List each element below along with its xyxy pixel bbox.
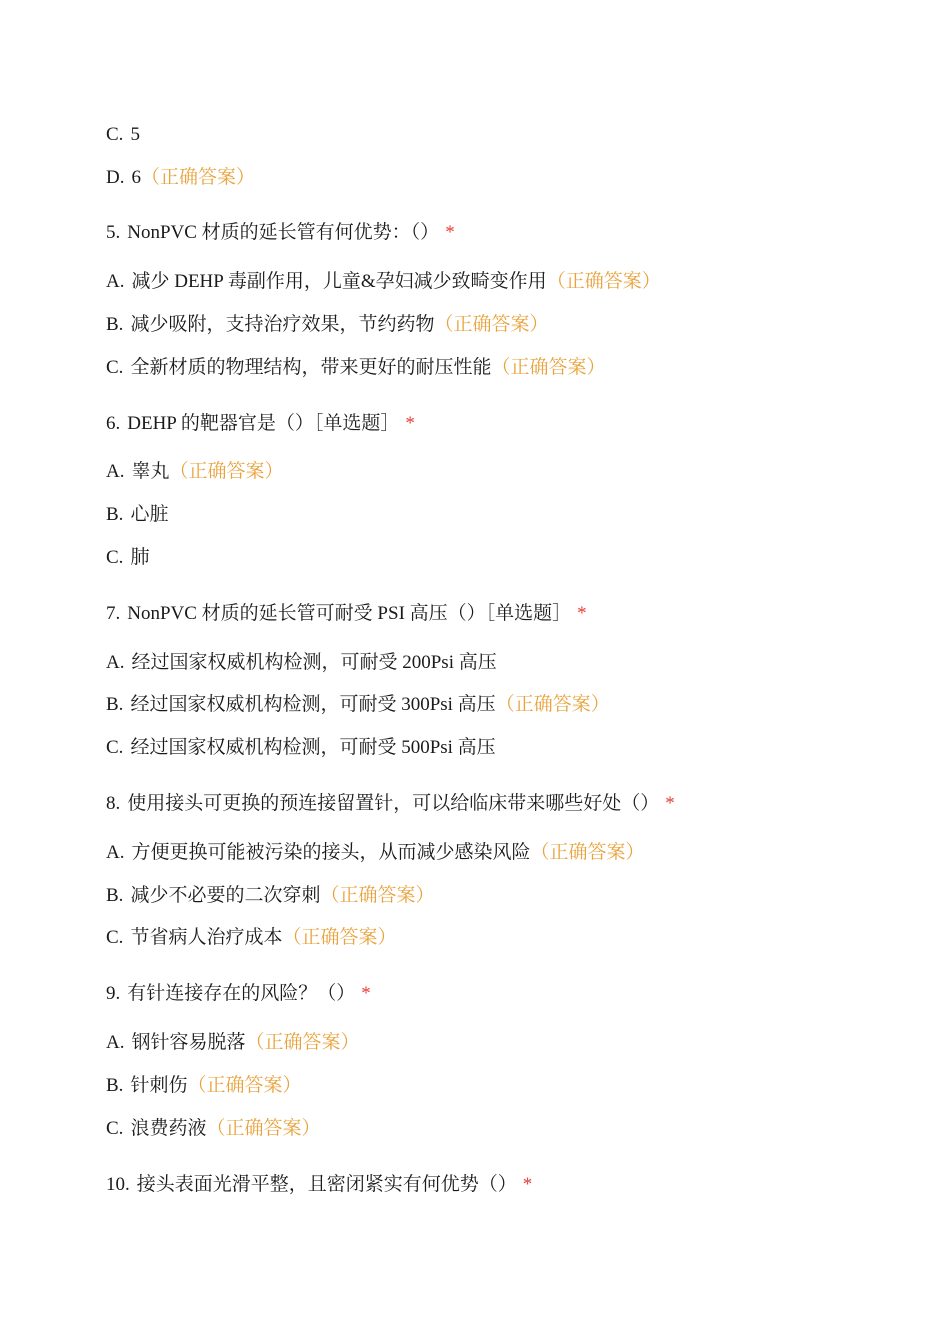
option-q9-c [106, 1117, 320, 1141]
option-q5-a [106, 270, 661, 294]
question-number: 9. [106, 983, 121, 1004]
option-text: 全新材质的物理结构，带来更好的耐压性能 [130, 357, 492, 378]
correct-answer-tag: （正确答案） [140, 167, 255, 188]
option-letter: A. [106, 842, 125, 863]
correct-answer-tag: （正确答案） [546, 271, 661, 292]
question-5-title [106, 221, 455, 245]
option-text: 睾丸 [131, 461, 170, 482]
question-text: DEHP 的靶器官是（）［单选题］ [127, 413, 400, 434]
option-q8-c [106, 926, 396, 950]
option-q4-c [106, 123, 140, 147]
option-letter: A. [106, 1032, 125, 1053]
option-text: 减少 DEHP 毒副作用，儿童&孕妇减少致畸变作用 [131, 271, 547, 292]
option-letter: B. [106, 1075, 124, 1096]
option-letter: D. [106, 167, 125, 188]
option-letter: C. [106, 357, 124, 378]
option-q7-c [106, 736, 496, 760]
option-text: 减少吸附，支持治疗效果，节约药物 [130, 314, 435, 335]
question-10-title [106, 1173, 532, 1197]
option-q6-b [106, 503, 168, 527]
correct-answer-tag: （正确答案） [206, 1118, 321, 1139]
option-q9-b [106, 1074, 301, 1098]
option-text: 经过国家权威机构检测，可耐受 300Psi 高压 [130, 694, 496, 715]
question-7-title [106, 602, 587, 626]
option-text: 5 [130, 124, 140, 145]
option-text: 心脏 [130, 504, 169, 525]
correct-answer-tag: （正确答案） [434, 314, 549, 335]
option-letter: C. [106, 124, 124, 145]
question-text: 有针连接存在的风险？（） [127, 983, 356, 1004]
correct-answer-tag: （正确答案） [320, 885, 435, 906]
correct-answer-tag: （正确答案） [495, 694, 610, 715]
option-q5-c [106, 356, 605, 380]
question-number: 5. [106, 222, 121, 243]
option-q6-c [106, 546, 149, 570]
option-letter: B. [106, 504, 124, 525]
required-mark: * [522, 1174, 533, 1195]
option-letter: B. [106, 885, 124, 906]
question-number: 6. [106, 413, 121, 434]
option-q4-d [106, 166, 255, 190]
correct-answer-tag: （正确答案） [187, 1075, 302, 1096]
correct-answer-tag: （正确答案） [491, 357, 606, 378]
option-text: 节省病人治疗成本 [130, 927, 283, 948]
option-text: 经过国家权威机构检测，可耐受 500Psi 高压 [130, 737, 496, 758]
required-mark: * [361, 983, 371, 1004]
option-q8-b [106, 884, 434, 908]
correct-answer-tag: （正确答案） [169, 461, 284, 482]
option-letter: A. [106, 271, 125, 292]
option-letter: C. [106, 547, 124, 568]
option-letter: B. [106, 694, 124, 715]
option-text: 方便更换可能被污染的接头，从而减少感染风险 [131, 842, 531, 863]
option-q8-a [106, 841, 645, 865]
question-text: 接头表面光滑平整，且密闭紧实有何优势（） [136, 1174, 517, 1195]
question-number: 8. [106, 793, 121, 814]
option-q7-b [106, 693, 610, 717]
option-letter: B. [106, 314, 124, 335]
question-text: NonPVC 材质的延长管可耐受 PSI 高压（）［单选题］ [127, 603, 572, 624]
question-text: NonPVC 材质的延长管有何优势：（） [127, 222, 440, 243]
option-q7-a [106, 651, 497, 675]
question-text: 使用接头可更换的预连接留置针，可以给临床带来哪些好处（） [127, 793, 660, 814]
question-6-title [106, 412, 415, 436]
option-text: 针刺伤 [130, 1075, 188, 1096]
question-9-title [106, 982, 371, 1006]
option-letter: C. [106, 1118, 124, 1139]
required-mark: * [577, 603, 587, 624]
option-q5-b [106, 313, 548, 337]
required-mark: * [665, 793, 675, 814]
option-text: 肺 [130, 547, 150, 568]
correct-answer-tag: （正确答案） [245, 1032, 360, 1053]
option-letter: A. [106, 461, 125, 482]
option-text: 浪费药液 [130, 1118, 207, 1139]
option-letter: C. [106, 927, 124, 948]
option-q6-a [106, 460, 284, 484]
option-q9-a [106, 1031, 360, 1055]
option-letter: A. [106, 652, 125, 673]
question-8-title [106, 792, 675, 816]
option-text: 钢针容易脱落 [131, 1032, 246, 1053]
correct-answer-tag: （正确答案） [530, 842, 645, 863]
option-text: 经过国家权威机构检测，可耐受 200Psi 高压 [131, 652, 497, 673]
required-mark: * [445, 222, 455, 243]
option-text: 减少不必要的二次穿刺 [130, 885, 321, 906]
required-mark: * [405, 413, 415, 434]
option-text: 6 [131, 167, 141, 188]
question-number: 7. [106, 603, 121, 624]
option-letter: C. [106, 737, 124, 758]
correct-answer-tag: （正确答案） [282, 927, 397, 948]
question-number: 10. [106, 1174, 130, 1195]
